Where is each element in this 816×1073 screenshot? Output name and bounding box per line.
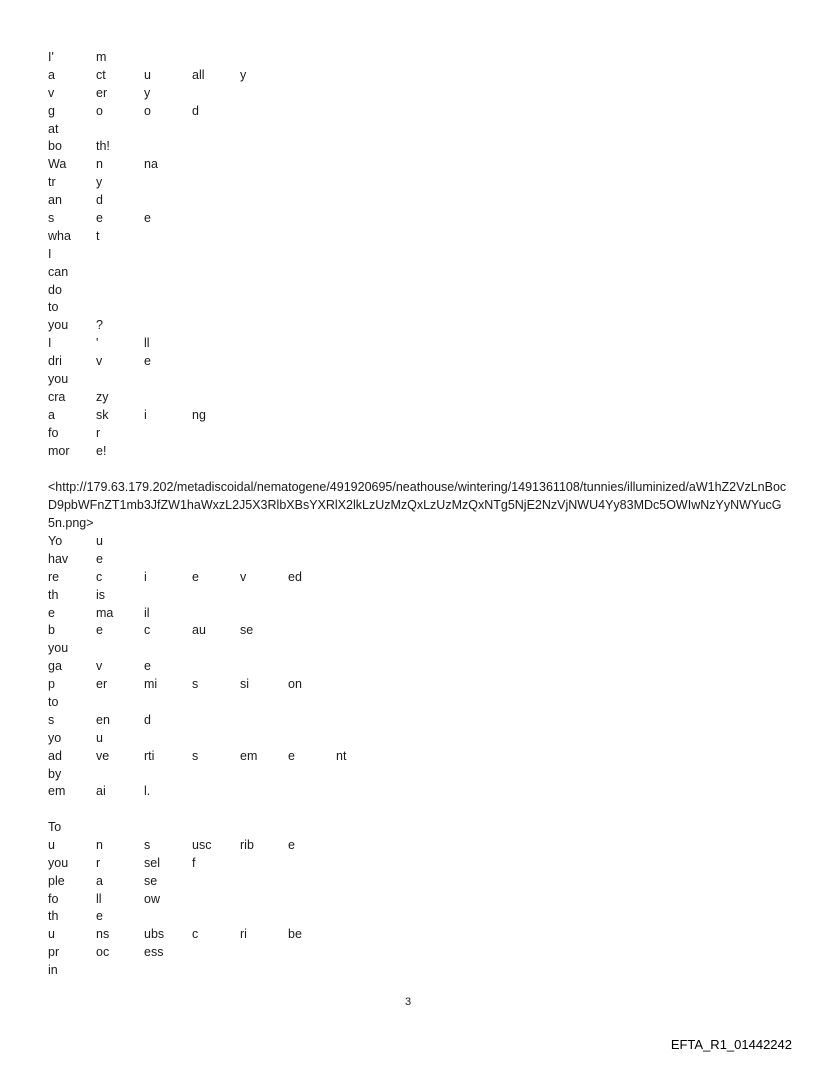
text-fragment: u xyxy=(48,837,55,852)
text-fragment: n xyxy=(96,157,103,172)
text-fragment: you xyxy=(48,372,69,387)
text-fragment: c xyxy=(96,569,103,584)
text-fragment: s xyxy=(48,712,55,727)
text-fragment: y xyxy=(240,67,247,82)
text-fragment: oc xyxy=(96,945,110,960)
text-fragment: wha xyxy=(48,228,71,243)
text-fragment: th xyxy=(48,587,59,602)
text-fragment: yo xyxy=(48,730,62,745)
text-fragment: you xyxy=(48,641,69,656)
text-fragment: you xyxy=(48,318,69,333)
text-fragment: r xyxy=(96,425,101,440)
text-fragment: a xyxy=(48,407,55,422)
text-fragment: rib xyxy=(240,837,254,852)
text-fragment: I xyxy=(48,336,52,351)
image-link-text: <http://179.63.179.202/metadiscoidal/nematogene/491920695/neathouse/wintering/1491361108/tunnies/illuminized/aW1hZ2VzLnBocD9pbWFnZT1mb3JfZW1haWxzL2J5X3RlbXBsYXRlX2lkLzUzMzQxLzUzMzQxNTg5NjE2NzVjNWU4Yy83MDc5OWIwNzYyNWYucG5n.png> xyxy=(48,480,787,530)
text-fragment: on xyxy=(288,677,302,692)
text-fragment: v xyxy=(96,354,103,369)
text-fragment: e xyxy=(288,748,295,763)
text-fragment: e xyxy=(96,909,103,924)
text-fragment: ple xyxy=(48,873,65,888)
text-fragment: sel xyxy=(144,855,160,870)
text-fragment: s xyxy=(48,211,55,226)
text-fragment: Yo xyxy=(48,534,63,548)
text-fragment: b xyxy=(48,623,55,638)
text-fragment: ga xyxy=(48,659,62,674)
text-fragment: u xyxy=(48,927,55,942)
text-fragment: do xyxy=(48,282,62,297)
text-fragment: y xyxy=(144,85,151,100)
text-fragment: e xyxy=(144,659,151,674)
text-fragment: em xyxy=(240,748,258,763)
text-fragment: ns xyxy=(96,927,110,942)
text-fragment: l. xyxy=(144,784,151,799)
text-fragment: na xyxy=(144,157,158,172)
text-fragment: zy xyxy=(96,389,109,404)
text-fragment: bo xyxy=(48,139,62,154)
text-fragment: ri xyxy=(240,927,247,942)
text-fragment: sk xyxy=(96,407,109,422)
text-fragment: s xyxy=(192,677,199,692)
text-fragment: is xyxy=(96,587,106,602)
text-fragment: Wa xyxy=(48,157,67,172)
text-fragment: an xyxy=(48,193,62,208)
text-fragment: ve xyxy=(96,748,110,763)
text-fragment: d xyxy=(144,712,151,727)
text-fragment: v xyxy=(48,85,55,100)
text-fragment: e xyxy=(144,211,151,226)
text-fragment: er xyxy=(96,85,108,100)
text-fragment: dri xyxy=(48,354,62,369)
text-fragment: r xyxy=(96,855,101,870)
text-fragment: ct xyxy=(96,67,106,82)
text-fragment: ess xyxy=(144,945,164,960)
text-fragment: fo xyxy=(48,891,59,906)
text-fragment: c xyxy=(144,623,151,638)
text-fragment: i xyxy=(144,407,147,422)
text-fragment: ng xyxy=(192,407,206,422)
text-fragment: I xyxy=(48,246,52,261)
text-fragment: e! xyxy=(96,443,107,458)
text-fragment: can xyxy=(48,264,69,279)
text-fragment: cra xyxy=(48,389,66,404)
text-fragment: si xyxy=(240,677,250,692)
text-fragment: d xyxy=(96,193,103,208)
text-fragment: f xyxy=(192,855,196,870)
text-fragment: o xyxy=(144,103,151,118)
text-fragment: il xyxy=(144,605,150,620)
text-fragment: ' xyxy=(96,336,99,351)
text-fragment: en xyxy=(96,712,110,727)
text-fragment: e xyxy=(288,837,295,852)
text-fragment: u xyxy=(144,67,151,82)
text-fragment: v xyxy=(240,569,247,584)
text-fragment: To xyxy=(48,820,62,834)
text-fragment: e xyxy=(144,354,151,369)
text-fragment: nt xyxy=(336,748,347,763)
text-fragment: ad xyxy=(48,748,62,763)
text-fragment: u xyxy=(96,730,103,745)
text-fragment: s xyxy=(144,837,151,852)
text-fragment: e xyxy=(96,211,103,226)
text-fragment: n xyxy=(96,837,103,852)
text-fragment: a xyxy=(96,873,103,888)
text-fragment: to xyxy=(48,300,59,315)
text-fragment: ubs xyxy=(144,927,165,942)
text-fragment: e xyxy=(48,605,55,620)
text-fragment: in xyxy=(48,963,58,978)
text-fragment: ma xyxy=(96,605,114,620)
text-fragment: rti xyxy=(144,748,155,763)
text-fragment: ll xyxy=(144,336,150,351)
text-fragment: I' xyxy=(48,50,54,64)
text-fragment: o xyxy=(96,103,103,118)
text-fragment: ai xyxy=(96,784,106,799)
text-fragment: se xyxy=(240,623,254,638)
text-fragment: by xyxy=(48,766,62,781)
text-fragment: ? xyxy=(96,318,103,333)
text-fragment: d xyxy=(192,103,199,118)
text-fragment: usc xyxy=(192,837,212,852)
text-fragment: au xyxy=(192,623,206,638)
text-fragment: e xyxy=(96,623,103,638)
text-fragment: to xyxy=(48,695,59,710)
text-fragment: mi xyxy=(144,677,158,692)
text-fragment: at xyxy=(48,121,59,136)
text-fragment: s xyxy=(192,748,199,763)
text-fragment: mor xyxy=(48,443,70,458)
text-fragment: hav xyxy=(48,551,69,566)
text-fragment: pr xyxy=(48,945,60,960)
text-fragment: e xyxy=(96,551,103,566)
text-fragment: g xyxy=(48,103,55,118)
text-fragment: m xyxy=(96,50,107,64)
text-fragment: em xyxy=(48,784,66,799)
text-fragment: th xyxy=(48,909,59,924)
text-fragment: u xyxy=(96,534,103,548)
text-fragment: ll xyxy=(96,891,102,906)
page-number: 3 xyxy=(404,996,412,1008)
text-fragment: be xyxy=(288,927,302,942)
text-fragment: ed xyxy=(288,569,302,584)
text-fragment: er xyxy=(96,677,108,692)
text-fragment: v xyxy=(96,659,103,674)
text-fragment: t xyxy=(96,228,100,243)
text-fragment: re xyxy=(48,569,60,584)
text-fragment: se xyxy=(144,873,158,888)
text-fragment: ow xyxy=(144,891,160,906)
text-fragment: i xyxy=(144,569,147,584)
text-fragment: th! xyxy=(96,139,110,154)
text-fragment: c xyxy=(192,927,199,942)
document-id: EFTA_R1_01442242 xyxy=(670,1037,792,1052)
text-fragment: you xyxy=(48,855,69,870)
text-fragment: all xyxy=(192,67,205,82)
text-fragment: e xyxy=(192,569,199,584)
text-fragment: y xyxy=(96,175,103,190)
text-fragment: fo xyxy=(48,425,59,440)
text-fragment: tr xyxy=(48,175,56,190)
text-fragment: a xyxy=(48,67,55,82)
text-fragment: p xyxy=(48,677,55,692)
